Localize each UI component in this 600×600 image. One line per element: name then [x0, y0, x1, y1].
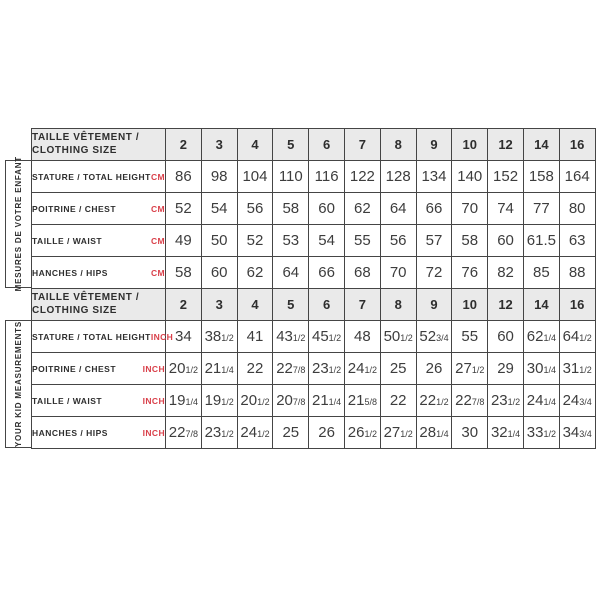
fraction: 1/2: [579, 365, 592, 375]
measurement-value: 221/2: [416, 385, 452, 417]
fraction: 1/2: [400, 429, 413, 439]
measurement-value: 49: [166, 225, 202, 257]
measurement-value: 215/8: [344, 385, 380, 417]
measurement-value: 63: [559, 225, 595, 257]
measurement-value: 331/2: [523, 417, 559, 449]
measurement-label: HANCHES / HIPS: [32, 267, 108, 278]
fraction: 1/2: [221, 397, 234, 407]
measurement-value: 50: [201, 225, 237, 257]
measurement-label: HANCHES / HIPS: [32, 427, 108, 438]
fraction: 7/8: [471, 397, 485, 407]
measurement-value: 48: [344, 321, 380, 353]
fraction: 1/4: [543, 365, 556, 375]
measurement-value: 58: [273, 193, 309, 225]
side-label-inch: YOUR KID MEASUREMENTS: [14, 320, 23, 448]
size-column-header: 14: [523, 129, 559, 161]
measurement-value: 311/2: [559, 353, 595, 385]
measurement-value: 271/2: [452, 353, 488, 385]
measurement-value: 60: [488, 321, 524, 353]
measurement-value: 231/2: [201, 417, 237, 449]
measurement-value: 70: [452, 193, 488, 225]
fraction: 1/2: [257, 397, 270, 407]
measurement-value: 22: [380, 385, 416, 417]
fraction: 1/4: [221, 365, 234, 375]
measurement-value: 88: [559, 257, 595, 289]
measurement-value: 201/2: [237, 385, 273, 417]
size-column-header: 8: [380, 289, 416, 321]
size-column-header: 5: [273, 129, 309, 161]
measurement-value: 26: [416, 353, 452, 385]
unit-label: CM: [150, 235, 165, 246]
measurement-value: 281/4: [416, 417, 452, 449]
measurement-value: 25: [380, 353, 416, 385]
size-column-header: 4: [237, 129, 273, 161]
measurement-value: 58: [166, 257, 202, 289]
side-label-box-cm: [5, 156, 32, 292]
measurement-value: 55: [452, 321, 488, 353]
measurement-value: 116: [309, 161, 345, 193]
measurement-value: 25: [273, 417, 309, 449]
measurement-value: 231/2: [488, 385, 524, 417]
measurement-value: 128: [380, 161, 416, 193]
fraction: 1/2: [221, 429, 234, 439]
measurement-value: 271/2: [380, 417, 416, 449]
measurement-value: 70: [380, 257, 416, 289]
size-column-header: 10: [452, 129, 488, 161]
measurement-value: 158: [523, 161, 559, 193]
measurement-value: 122: [344, 161, 380, 193]
fraction: 1/2: [507, 397, 521, 407]
size-column-header: 9: [416, 129, 452, 161]
measurement-label: TAILLE / WAIST: [32, 235, 103, 246]
measurement-value: 301/4: [523, 353, 559, 385]
measurement-value: 41: [237, 321, 273, 353]
measurement-value: 22: [237, 353, 273, 385]
size-column-header: 12: [488, 129, 524, 161]
measurement-row: [32, 161, 596, 193]
measurement-row: [32, 321, 596, 353]
measurement-value: 56: [380, 225, 416, 257]
size-header-label-cell: [32, 289, 166, 321]
measurement-value: 134: [416, 161, 452, 193]
measurement-value: 68: [344, 257, 380, 289]
measurement-label: POITRINE / CHEST: [32, 363, 117, 374]
measurement-value: 66: [309, 257, 345, 289]
size-header-label: TAILLE VÊTEMENT / CLOTHING SIZE: [32, 132, 140, 156]
fraction: 1/4: [185, 397, 198, 407]
measurement-value: 57: [416, 225, 452, 257]
size-column-header: 12: [488, 289, 524, 321]
measurement-value: 152: [488, 161, 524, 193]
fraction: 5/8: [364, 397, 377, 407]
measurement-value: 80: [559, 193, 595, 225]
measurement-value: 85: [523, 257, 559, 289]
measurement-value: 98: [201, 161, 237, 193]
measurement-value: 76: [452, 257, 488, 289]
fraction: 1/4: [543, 333, 556, 343]
measurement-value: 211/4: [309, 385, 345, 417]
fraction: 1/2: [579, 333, 592, 343]
fraction: 1/4: [436, 429, 449, 439]
size-header-label: TAILLE VÊTEMENT / CLOTHING SIZE: [32, 292, 140, 316]
measurement-value: 60: [488, 225, 524, 257]
fraction: 1/2: [400, 333, 413, 343]
fraction: 1/2: [221, 333, 234, 343]
measurement-value: 82: [488, 257, 524, 289]
fraction: 3/4: [436, 333, 449, 343]
measurement-row: [32, 385, 596, 417]
size-chart-body: [32, 129, 596, 449]
measurement-row: [32, 417, 596, 449]
side-label-box-inch: [5, 320, 32, 448]
size-column-header: 6: [309, 129, 345, 161]
size-chart-table: [31, 128, 596, 449]
measurement-value: 60: [309, 193, 345, 225]
fraction: 1/2: [436, 397, 449, 407]
measurement-value: 30: [452, 417, 488, 449]
measurement-label-cell: [32, 257, 166, 289]
unit-label: CM: [150, 171, 165, 182]
measurement-label-cell: [32, 353, 166, 385]
measurement-value: 501/2: [380, 321, 416, 353]
unit-label: INCH: [150, 331, 174, 342]
measurement-value: 231/2: [309, 353, 345, 385]
fraction: 1/2: [292, 333, 306, 343]
measurement-value: 191/4: [166, 385, 202, 417]
measurement-value: 64: [380, 193, 416, 225]
fraction: 7/8: [292, 397, 306, 407]
measurement-value: 56: [237, 193, 273, 225]
size-column-header: 7: [344, 129, 380, 161]
fraction: 1/2: [364, 429, 377, 439]
measurement-row: [32, 353, 596, 385]
measurement-value: 164: [559, 161, 595, 193]
size-column-header: 3: [201, 289, 237, 321]
measurement-value: 52: [166, 193, 202, 225]
measurement-value: 241/2: [237, 417, 273, 449]
measurement-label-cell: [32, 385, 166, 417]
measurement-value: 62: [237, 257, 273, 289]
size-column-header: 10: [452, 289, 488, 321]
measurement-value: 86: [166, 161, 202, 193]
measurement-label-cell: [32, 321, 174, 353]
measurement-value: 52: [237, 225, 273, 257]
measurement-value: 207/8: [273, 385, 309, 417]
measurement-label: STATURE / TOTAL HEIGHT: [32, 331, 151, 342]
size-column-header: 9: [416, 289, 452, 321]
fraction: 1/2: [185, 365, 198, 375]
measurement-label-cell: [32, 417, 166, 449]
measurement-value: 29: [488, 353, 524, 385]
measurement-value: 201/2: [166, 353, 202, 385]
size-column-header: 8: [380, 129, 416, 161]
fraction: 1/2: [364, 365, 377, 375]
fraction: 1/2: [328, 365, 342, 375]
fraction: 7/8: [292, 365, 306, 375]
side-label-cm: MESURES DE VOTRE ENFANT: [14, 156, 23, 292]
size-header-label-cell: [32, 129, 166, 161]
measurement-value: 55: [344, 225, 380, 257]
measurement-value: 54: [201, 193, 237, 225]
measurement-value: 104: [237, 161, 273, 193]
measurement-value: 110: [273, 161, 309, 193]
measurement-value: 261/2: [344, 417, 380, 449]
fraction: 1/2: [257, 429, 270, 439]
measurement-row: [32, 257, 596, 289]
size-column-header: 16: [559, 129, 595, 161]
measurement-value: 641/2: [559, 321, 595, 353]
measurement-value: 72: [416, 257, 452, 289]
measurement-row: [32, 193, 596, 225]
fraction: 1/4: [543, 397, 556, 407]
measurement-value: 243/4: [559, 385, 595, 417]
measurement-value: 227/8: [166, 417, 202, 449]
measurement-value: 343/4: [559, 417, 595, 449]
measurement-value: 621/4: [523, 321, 559, 353]
unit-label: INCH: [142, 427, 165, 438]
measurement-value: 64: [273, 257, 309, 289]
measurement-value: 241/4: [523, 385, 559, 417]
measurement-value: 523/4: [416, 321, 452, 353]
size-column-header: 14: [523, 289, 559, 321]
size-column-header: 6: [309, 289, 345, 321]
fraction: 3/4: [579, 429, 592, 439]
measurement-value: 381/2: [201, 321, 237, 353]
measurement-value: 191/2: [201, 385, 237, 417]
measurement-value: 60: [201, 257, 237, 289]
size-column-header: 7: [344, 289, 380, 321]
measurement-value: 451/2: [309, 321, 345, 353]
measurement-value: 61.5: [523, 225, 559, 257]
fraction: 7/8: [185, 429, 198, 439]
measurement-label-cell: [32, 161, 166, 193]
measurement-value: 54: [309, 225, 345, 257]
size-header-row: [32, 289, 596, 321]
measurement-value: 241/2: [344, 353, 380, 385]
measurement-value: 227/8: [273, 353, 309, 385]
size-column-header: 2: [166, 129, 202, 161]
size-column-header: 2: [166, 289, 202, 321]
measurement-value: 34: [166, 321, 202, 353]
measurement-value: 62: [344, 193, 380, 225]
measurement-value: 66: [416, 193, 452, 225]
measurement-value: 211/4: [201, 353, 237, 385]
unit-label: CM: [150, 267, 165, 278]
fraction: 1/4: [328, 397, 342, 407]
measurement-value: 77: [523, 193, 559, 225]
size-column-header: 5: [273, 289, 309, 321]
measurement-label-cell: [32, 225, 166, 257]
measurement-value: 140: [452, 161, 488, 193]
measurement-value: 53: [273, 225, 309, 257]
fraction: 1/4: [507, 429, 521, 439]
measurement-value: 26: [309, 417, 345, 449]
unit-label: CM: [150, 203, 165, 214]
measurement-value: 58: [452, 225, 488, 257]
measurement-label: POITRINE / CHEST: [32, 203, 117, 214]
fraction: 1/2: [328, 333, 342, 343]
size-column-header: 3: [201, 129, 237, 161]
measurement-label: STATURE / TOTAL HEIGHT: [32, 171, 151, 182]
measurement-row: [32, 225, 596, 257]
measurement-label-cell: [32, 193, 166, 225]
measurement-value: 431/2: [273, 321, 309, 353]
unit-label: INCH: [142, 363, 165, 374]
size-column-header: 16: [559, 289, 595, 321]
unit-label: INCH: [142, 395, 165, 406]
measurement-label: TAILLE / WAIST: [32, 395, 103, 406]
measurement-value: 227/8: [452, 385, 488, 417]
fraction: 1/2: [543, 429, 556, 439]
measurement-value: 321/4: [488, 417, 524, 449]
fraction: 1/2: [471, 365, 485, 375]
size-header-row: [32, 129, 596, 161]
measurement-value: 74: [488, 193, 524, 225]
fraction: 3/4: [579, 397, 592, 407]
size-column-header: 4: [237, 289, 273, 321]
